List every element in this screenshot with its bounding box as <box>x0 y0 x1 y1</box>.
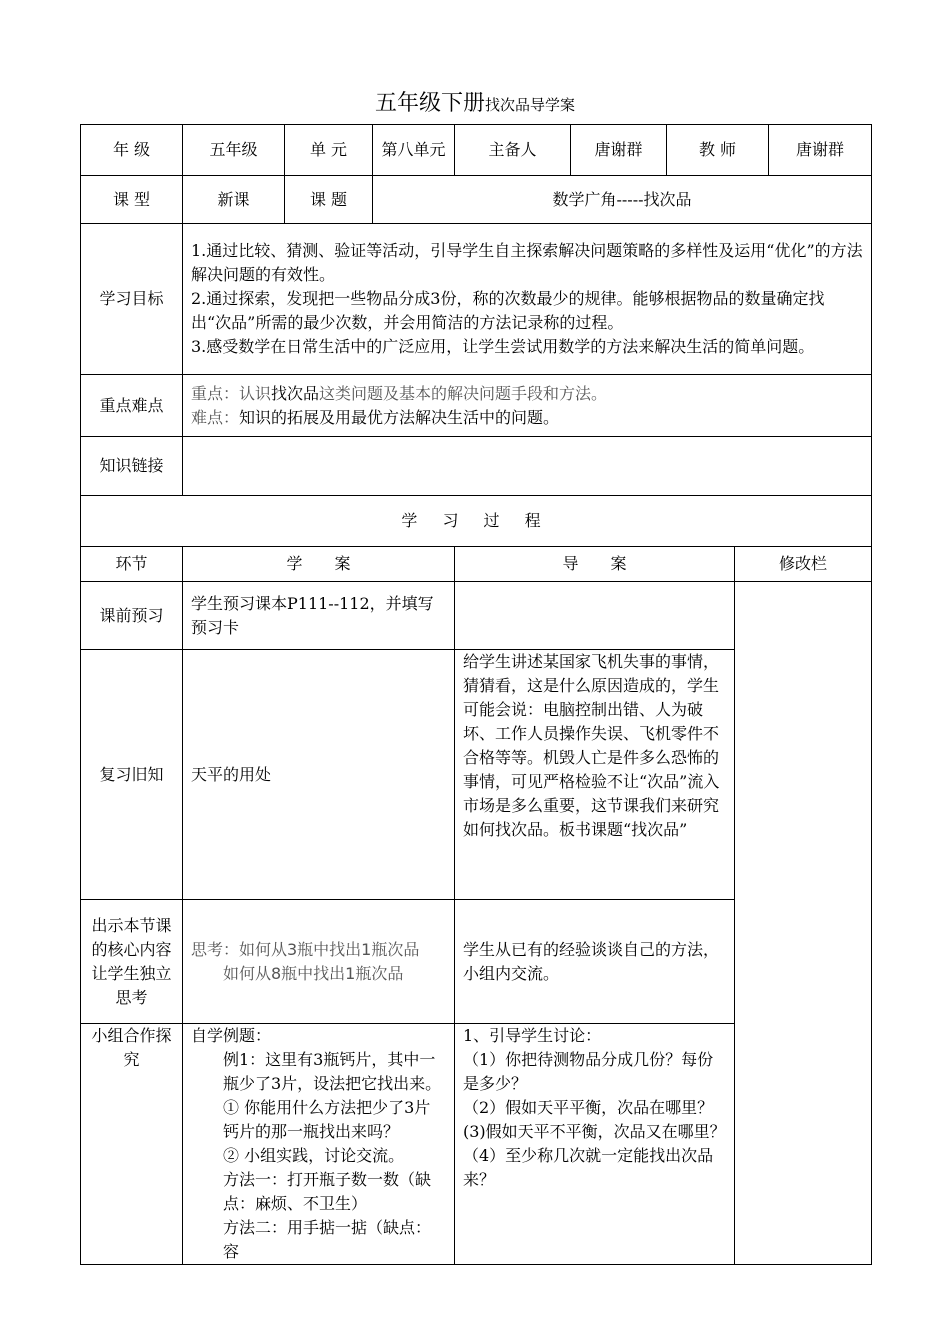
link-label: 知识链接 <box>81 437 183 496</box>
type-row <box>81 176 872 224</box>
process-row <box>81 582 872 650</box>
process-title-row <box>81 496 872 547</box>
guide-cell: 给学生讲述某国家飞机失事的事情，猜猜看，这是什么原因造成的，学生可能会说：电脑控制出错、人为破坏、工作人员操作失误、飞机零件不合格等等。机毁人亡是件多么恐怖的事情，可见严格检验不让“次品”流入市场是多么重要，这节课我们来研究如何找次品。板书课题“找次品” <box>455 650 735 900</box>
study-cell: 学生预习课本P111--112，并填写预习卡 <box>183 582 455 650</box>
goals-row <box>81 224 872 375</box>
link-row <box>81 437 872 496</box>
grade-label: 年 级 <box>81 125 183 176</box>
process-title <box>81 496 872 547</box>
key-prefix: 重点：认识 <box>191 383 272 403</box>
header-revise: 修改栏 <box>735 547 872 582</box>
study-line: 方法二：用手掂一掂（缺点：容 <box>223 1218 432 1261</box>
study-line: ① 你能用什么方法把少了3片钙片的那一瓶找出来吗？ <box>223 1098 431 1141</box>
guide-line: （1）你把待测物品分成几份？每份是多少？ <box>463 1050 714 1093</box>
teacher-label: 教 师 <box>667 125 769 176</box>
goal-item: 1.通过比较、猜测、验证等活动，引导学生自主探索解决问题策略的多样性及运用“优化”的方法解决问题的有效性。 <box>191 241 863 284</box>
header-guide: 导 案 <box>455 547 735 582</box>
type-value: 新课 <box>183 176 285 224</box>
goals-content <box>183 224 872 375</box>
study-line: 如何从8瓶中找出1瓶次品 <box>223 963 404 983</box>
key-term: 找次品 <box>271 383 320 403</box>
process-header-row <box>81 547 872 582</box>
lesson-plan-table <box>80 124 872 1265</box>
stage-cell: 复习旧知 <box>81 650 183 900</box>
difficult-rest: 知识的拓展及用最优方法解决生活中的问题。 <box>239 407 560 427</box>
guide-cell: 学生从已有的经验谈谈自己的方法，小组内交流。 <box>455 900 735 1024</box>
link-value <box>183 437 872 496</box>
guide-line: （2）假如天平平衡，次品在哪里？ <box>463 1098 714 1117</box>
key-point <box>191 382 863 406</box>
page-title <box>0 86 950 117</box>
stage-cell: 课前预习 <box>81 582 183 650</box>
guide-cell <box>455 1024 735 1265</box>
info-row <box>81 125 872 176</box>
goal-item: 2.通过探索，发现把一些物品分成3份，称的次数最少的规律。能够根据物品的数量确定找出“次品”所需的最少次数，并会用简洁的方法记录称的过程。 <box>191 289 825 332</box>
unit-value: 第八单元 <box>373 125 455 176</box>
stage-cell: 出示本节课的核心内容让学生独立思考 <box>81 900 183 1024</box>
study-cell: 天平的用处 <box>183 650 455 900</box>
study-line: 例1：这里有3瓶钙片，其中一瓶少了3片，设法把它找出来。 <box>223 1050 442 1093</box>
topic-label: 课 题 <box>285 176 373 224</box>
key-row <box>81 375 872 437</box>
key-label: 重点难点 <box>81 375 183 437</box>
key-rest: 这类问题及基本的解决问题手段和方法。 <box>319 383 608 403</box>
goal-item: 3.感受数学在日常生活中的广泛应用，让学生尝试用数学的方法来解决生活的简单问题。 <box>191 337 815 356</box>
study-line: 方法一：打开瓶子数一数（缺点：麻烦、不卫生） <box>223 1170 432 1213</box>
difficult-prefix: 难点： <box>191 407 240 427</box>
title-main: 五年级下册 <box>374 91 485 116</box>
study-line: 自学例题： <box>191 1026 272 1045</box>
guide-line: （4）至少称几次就一定能找出次品来？ <box>463 1146 714 1189</box>
revise-cell <box>735 582 872 1265</box>
header-study: 学 案 <box>183 547 455 582</box>
preparer-label: 主备人 <box>455 125 571 176</box>
unit-label: 单 元 <box>285 125 373 176</box>
teacher-value: 唐谢群 <box>769 125 872 176</box>
type-label: 课 型 <box>81 176 183 224</box>
study-cell <box>183 900 455 1024</box>
study-line: ② 小组实践，讨论交流。 <box>223 1146 405 1165</box>
topic-value: 数学广角-----找次品 <box>373 176 872 224</box>
key-content <box>183 375 872 437</box>
stage-cell: 小组合作探究 <box>81 1024 183 1265</box>
guide-cell <box>455 582 735 650</box>
title-sub: 找次品导学案 <box>485 96 576 114</box>
preparer-value: 唐谢群 <box>571 125 667 176</box>
difficult-point <box>191 406 863 430</box>
guide-line: (3)假如天平不平衡，次品又在哪里？ <box>463 1122 726 1141</box>
header-stage: 环节 <box>81 547 183 582</box>
goals-label: 学习目标 <box>81 224 183 375</box>
guide-line: 1、引导学生讨论： <box>463 1026 602 1045</box>
process-title-text: 学 习 过 程 <box>401 511 551 530</box>
study-cell <box>183 1024 455 1265</box>
study-line: 思考：如何从3瓶中找出1瓶次品 <box>191 939 420 959</box>
grade-value: 五年级 <box>183 125 285 176</box>
